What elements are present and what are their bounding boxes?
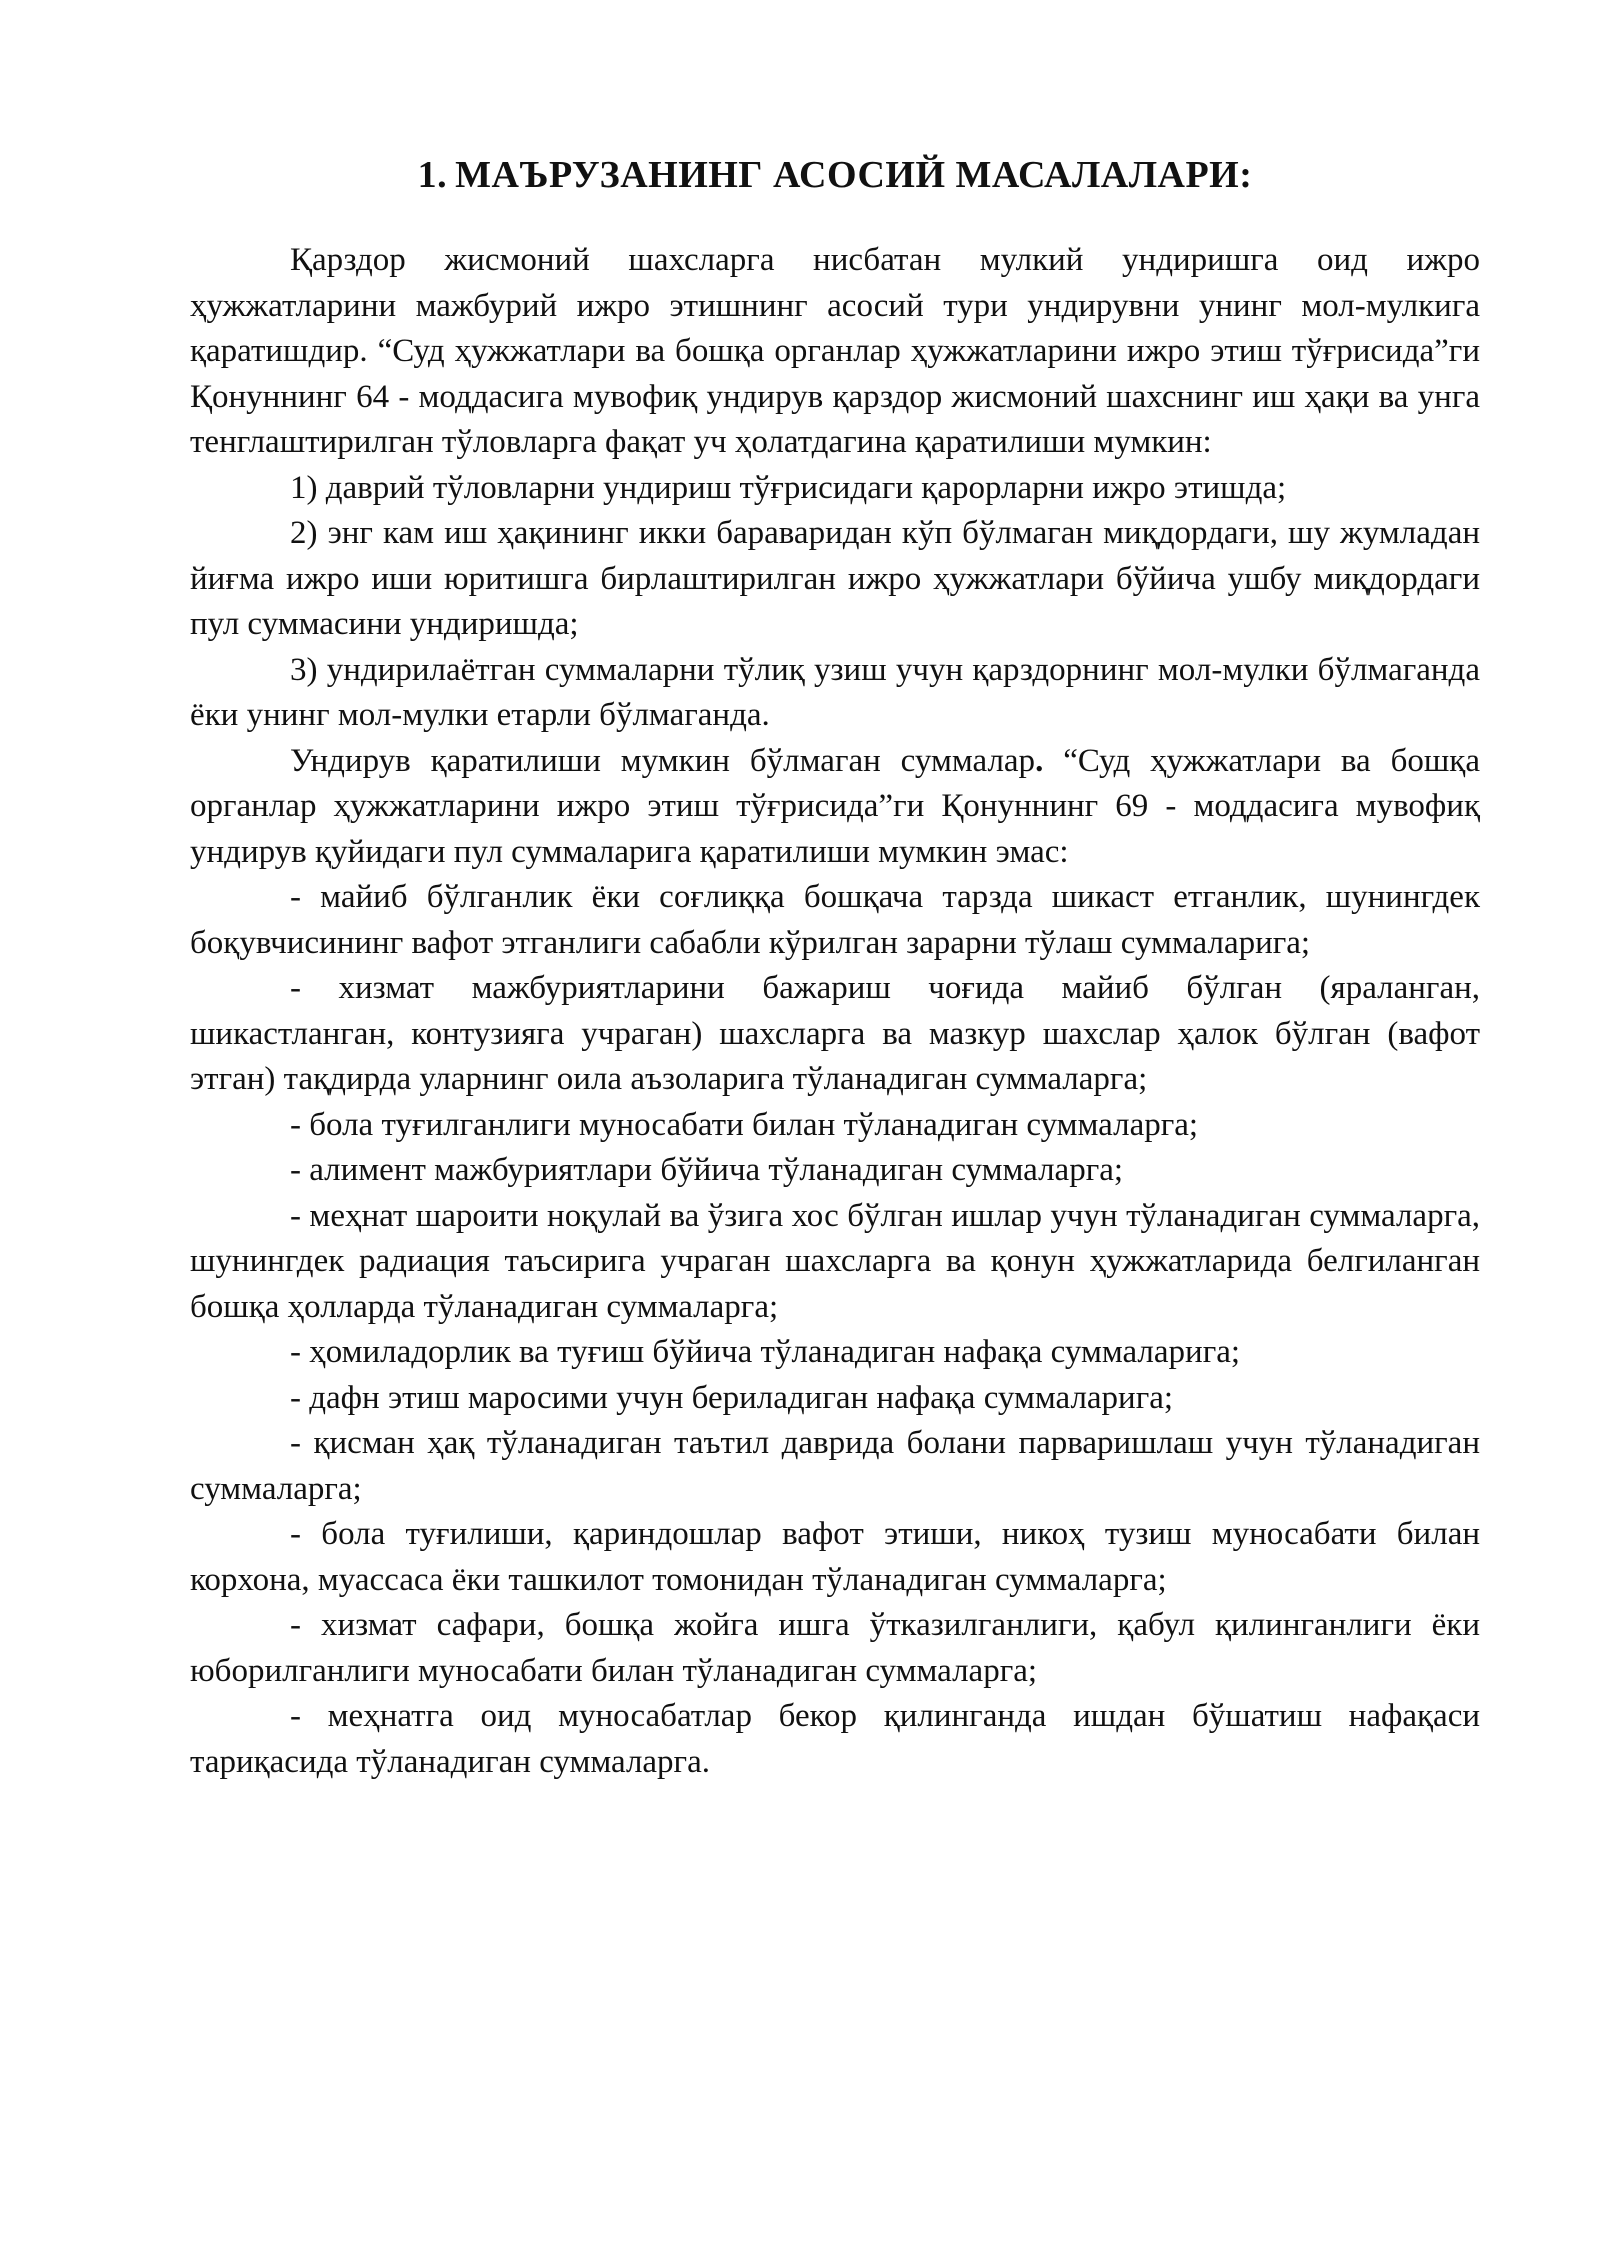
- exempt-item-2: - хизмат мажбуриятларини бажариш чоғида майиб бўлган (яраланган, шикастланган, контузияга учраган) шахсларга ва мазкур шахслар ҳалок бўлган (вафот этган) тақдирда уларнинг оила аъзоларига тўланадиган суммаларга;: [190, 970, 1480, 1097]
- exempt-item-3: - бола туғилганлиги муносабати билан тўланадиган суммаларга;: [290, 1106, 1199, 1143]
- exempt-item-11: - меҳнатга оид муносабатлар бекор қилинганда ишдан бўшатиш нафақаси тариқасида тўланадиган суммаларга.: [190, 1698, 1480, 1780]
- exempt-item-5: - меҳнат шароити ноқулай ва ўзига хос бўлган ишлар учун тўланадиган суммаларга, шунингдек радиация таъсирига учраган шахсларга ва қонун ҳужжатларида белгиланган бошқа ҳолларда тўланадиган суммаларга;: [190, 1197, 1480, 1325]
- exempt-item-9: - бола туғилиши, қариндошлар вафот этиши, никоҳ тузиш муносабати билан корхона, муассаса ёки ташкилот томонидан тўланадиган суммаларга;: [190, 1516, 1480, 1598]
- exempt-item-1: - майиб бўлганлик ёки соғлиққа бошқача тарзда шикаст етганлик, шунингдек боқувчисининг вафот этганлиги сабабли кўрилган зарарни тўлаш суммаларига;: [190, 879, 1480, 961]
- section-heading: [190, 150, 1480, 200]
- case-item-2: 2) энг кам иш ҳақининг икки бараваридан кўп бўлмаган миқдордаги, шу жумладан йиғма ижро иши юритишга бирлаштирилган ижро ҳужжатлари бўйича ушбу миқдордаги пул суммасини ундиришда;: [190, 515, 1480, 642]
- exempt-item-8: - қисман ҳақ тўланадиган таътил даврида болани парваришлаш учун тўланадиган суммаларга;: [190, 1425, 1480, 1507]
- heading-number: 1.: [417, 154, 448, 196]
- document-page: [190, 150, 1480, 2150]
- case-item-3: 3) ундирилаётган суммаларни тўлиқ узиш учун қарздорнинг мол-мулки бўлмаганда ёки унинг мол-мулки етарли бўлмаганда.: [190, 651, 1480, 733]
- exempt-item-4: - алимент мажбуриятлари бўйича тўланадиган суммаларга;: [290, 1152, 1124, 1188]
- exempt-paragraph: [190, 739, 1480, 876]
- exempt-rest: “Суд ҳужжатлари ва бошқа органлар ҳужжатларини ижро этиш тўғрисида”ги Қонуннинг 69 - моддасига мувофиқ ундирув қуйидаги пул суммаларига қаратилиши мумкин эмас:: [190, 742, 1480, 870]
- heading-title: МАЪРУЗАНИНГ АСОСИЙ МАСАЛАЛАРИ:: [455, 154, 1253, 196]
- exempt-dot: .: [1035, 742, 1044, 779]
- exempt-item-6: - ҳомиладорлик ва туғиш бўйича тўланадиган нафақа суммаларига;: [290, 1334, 1241, 1370]
- exempt-item-10: - хизмат сафари, бошқа жойга ишга ўтказилганлиги, қабул қилинганлиги ёки юборилганлиги муносабати билан тўланадиган суммаларга;: [190, 1607, 1480, 1689]
- intro-paragraph: Қарздор жисмоний шахсларга нисбатан мулкий ундиришга оид ижро ҳужжатларини мажбурий ижро этишнинг асосий тури ундирувни унинг мол-мулкига қаратишдир. “Суд ҳужжатлари ва бошқа органлар ҳужжатларини ижро этиш тўғрисида”ги Қонуннинг 64 - моддасига мувофиқ ундирув қарздор жисмоний шахснинг иш ҳақи ва унга тенглаштирилган тўловларга фақат уч ҳолатдагина қаратилиши мумкин:: [190, 242, 1480, 460]
- exempt-lead: Ундирув қаратилиши мумкин бўлмаган суммалар: [290, 742, 1036, 779]
- case-item-1: 1) даврий тўловларни ундириш тўғрисидаги қарорларни ижро этишда;: [290, 469, 1287, 506]
- exempt-item-7: - дафн этиш маросими учун бериладиган нафақа суммаларига;: [290, 1379, 1174, 1416]
